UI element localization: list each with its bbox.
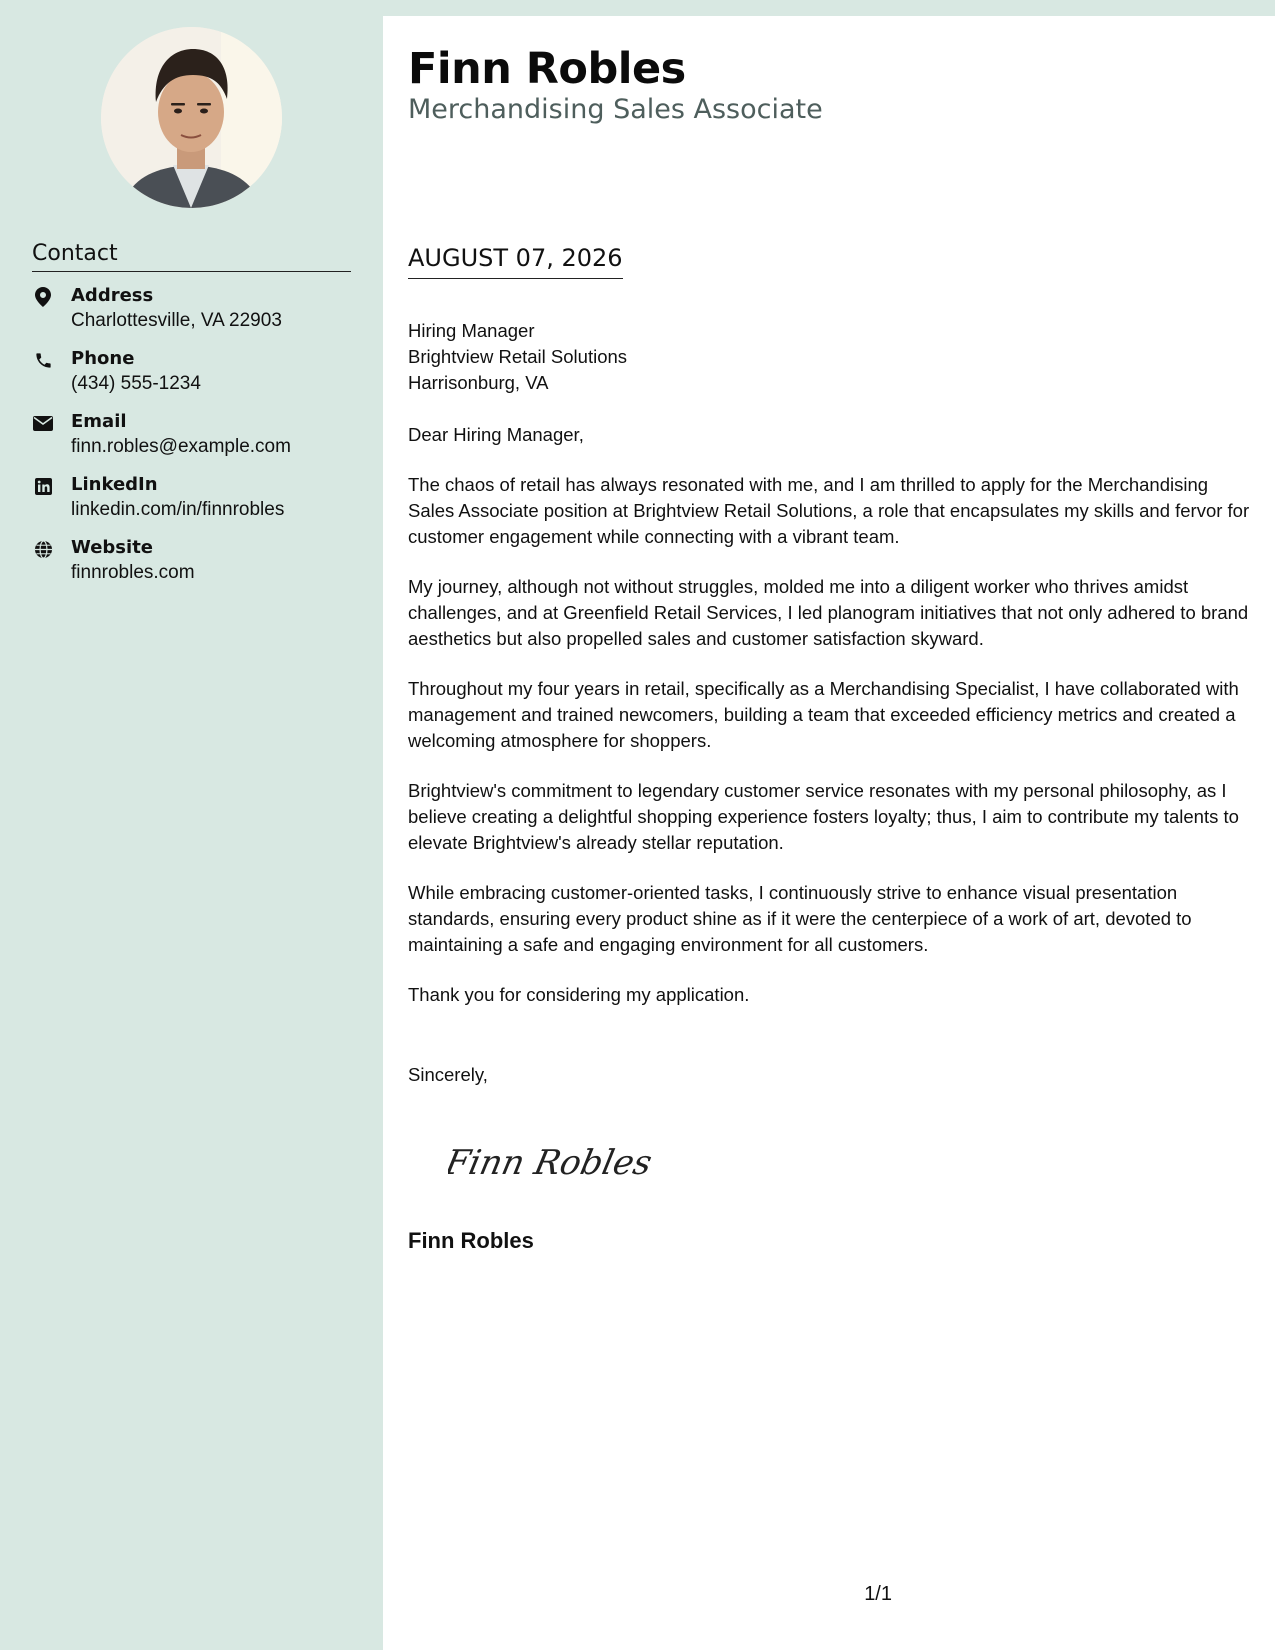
letter-body (408, 318, 1250, 1088)
contact-label: Phone (71, 348, 135, 369)
phone-value: (434) 555-1234 (71, 373, 201, 394)
paragraph: Throughout my four years in retail, specifically as a Merchandising Specialist, I have collaborated with management and trained newcomers, building a team that exceeded efficiency metrics and created a welcoming atmosphere for shoppers. (408, 678, 1239, 751)
signature-image (448, 1134, 678, 1190)
contact-item-linkedin (32, 473, 372, 536)
contact-item-address (32, 284, 372, 347)
phone-icon (32, 349, 54, 371)
signer-name: Finn Robles (408, 1228, 534, 1253)
recipient-name: Hiring Manager (408, 320, 535, 341)
recipient-company: Brightview Retail Solutions (408, 346, 628, 367)
contact-item-website (32, 536, 372, 599)
page-number: 1/1 (864, 1583, 892, 1605)
contact-item-phone (32, 347, 372, 410)
envelope-icon (32, 412, 54, 434)
contact-label: Address (71, 285, 154, 306)
paragraph: My journey, although not without struggles, molded me into a diligent worker who thrives amidst challenges, and at Greenfield Retail Services, I led planogram initiatives that not only adhered to brand aesthetics but also propelled sales and customer satisfaction skyward. (408, 576, 1249, 649)
contact-label: Website (71, 537, 154, 558)
paragraph: Brightview's commitment to legendary customer service resonates with my personal philosophy, as I believe creating a delightful shopping experience fosters loyalty; thus, I aim to contribute my talents to elevate Brightview's already stellar reputation. (408, 780, 1239, 853)
paragraph: The chaos of retail has always resonated with me, and I am thrilled to apply for the Merchandising Sales Associate position at Brightview Retail Solutions, a role that encapsulates my skills and fervor for customer engagement while connecting with a vibrant team. (408, 474, 1250, 547)
signature-text: Finn Robles (448, 1143, 656, 1183)
paragraph: Thank you for considering my application. (408, 984, 750, 1005)
applicant-name: Finn Robles (408, 44, 686, 94)
location-pin-icon (32, 286, 54, 308)
contact-label: Email (71, 411, 127, 432)
linkedin-icon (32, 475, 54, 497)
letter-date: AUGUST 07, 2026 (408, 243, 623, 279)
letter-main (383, 16, 1275, 1650)
contact-label: LinkedIn (71, 474, 158, 495)
website-link[interactable]: finnrobles.com (71, 562, 195, 583)
salutation: Dear Hiring Manager, (408, 424, 584, 445)
email-link[interactable]: finn.robles@example.com (71, 436, 291, 457)
contact-heading: Contact (32, 240, 351, 272)
signature (448, 1134, 678, 1195)
profile-photo (101, 27, 282, 208)
sidebar (0, 0, 383, 1650)
contact-item-email (32, 410, 372, 473)
globe-icon (32, 538, 54, 560)
address-value: Charlottesville, VA 22903 (71, 310, 282, 331)
closing: Sincerely, (408, 1064, 488, 1085)
recipient-location: Harrisonburg, VA (408, 372, 549, 393)
linkedin-link[interactable]: linkedin.com/in/finnrobles (71, 499, 285, 520)
paragraph: While embracing customer-oriented tasks, I continuously strive to enhance visual presentation standards, ensuring every product shine as if it were the centerpiece of a work of art, devoted to maintaining a safe and engaging environment for all customers. (408, 882, 1192, 955)
avatar (101, 27, 282, 208)
contact-list (32, 284, 372, 599)
job-title: Merchandising Sales Associate (408, 94, 823, 125)
